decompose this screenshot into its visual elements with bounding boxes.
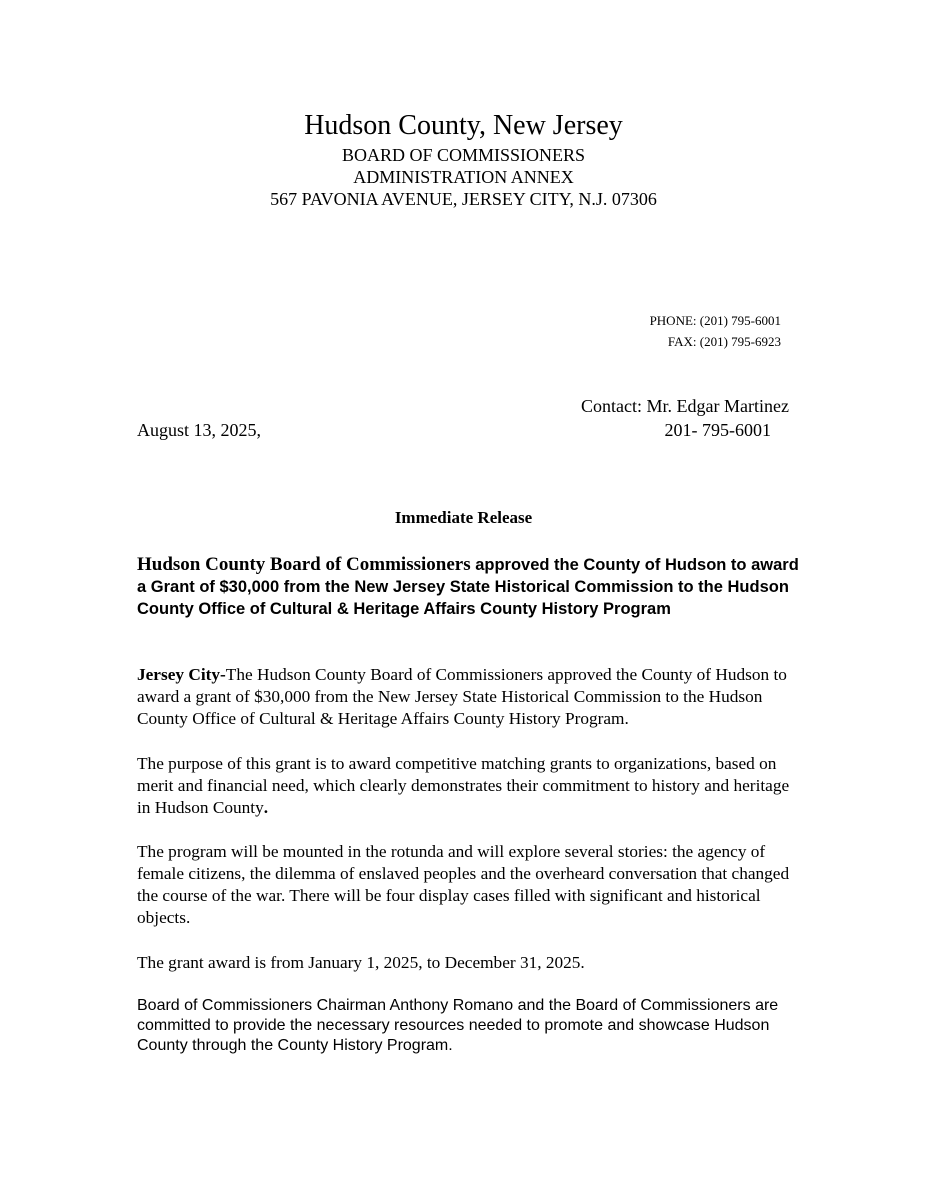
release-date: August 13, 2025, — [137, 420, 262, 440]
letterhead — [0, 108, 927, 210]
board-name: BOARD OF COMMISSIONERS — [341, 145, 586, 165]
contact-phone: 201- 795-6001 — [664, 420, 771, 440]
phone-fax-block — [650, 310, 781, 352]
contact-name: Contact: Mr. Edgar Martinez — [581, 396, 789, 416]
dateline: Jersey City- — [137, 665, 226, 684]
county-title: Hudson County, New Jersey — [304, 110, 623, 141]
announcement-text: The Hudson County Board of Commissioners approved the County of Hudson to award a grant of $30,000 from the New Jersey State Historical Commission to the Hudson County Office of Cultural & Heritage Affairs County History Program. — [137, 665, 787, 728]
phone-number: PHONE: (201) 795-6001 — [649, 313, 781, 328]
office-address: 567 PAVONIA AVENUE, JERSEY CITY, N.J. 07306 — [270, 189, 657, 209]
annex-name: ADMINISTRATION ANNEX — [353, 167, 574, 187]
purpose-text: The purpose of this grant is to award competitive matching grants to organizations, based on merit and financial need, which clearly demonstrates their commitment to history and heritage in Hudson County — [137, 754, 790, 817]
paragraph-program — [137, 841, 802, 929]
paragraph-commitment — [137, 996, 802, 1056]
grant-period-text: The grant award is from January 1, 2025, to December 31, 2025. — [137, 953, 585, 972]
paragraph-purpose — [137, 753, 802, 819]
paragraph-announcement — [137, 664, 802, 730]
release-label: Immediate Release — [394, 508, 533, 527]
program-text: The program will be mounted in the rotunda and will explore several stories: the agency of female citizens, the dilemma of enslaved peoples and the overheard conversation that changed the course of the war. There will be four display cases filled with significant and historical objects. — [137, 842, 790, 927]
commitment-text: Board of Commissioners Chairman Anthony Romano and the Board of Commissioners are committed to provide the necessary resources needed to promote and showcase Hudson County through the County History Program. — [137, 997, 779, 1054]
purpose-period: . — [263, 798, 269, 817]
headline-lead: Hudson County Board of Commissioners — [137, 554, 471, 575]
paragraph-grant-period — [137, 952, 802, 974]
headline — [137, 554, 807, 620]
headline-rest: approved the County of Hudson to award a Grant of $30,000 from the New Jersey State Historical Commission to the Hudson County Office of Cultural & Heritage Affairs County History Program — [137, 556, 799, 618]
fax-number: FAX: (201) 795-6923 — [667, 334, 781, 349]
